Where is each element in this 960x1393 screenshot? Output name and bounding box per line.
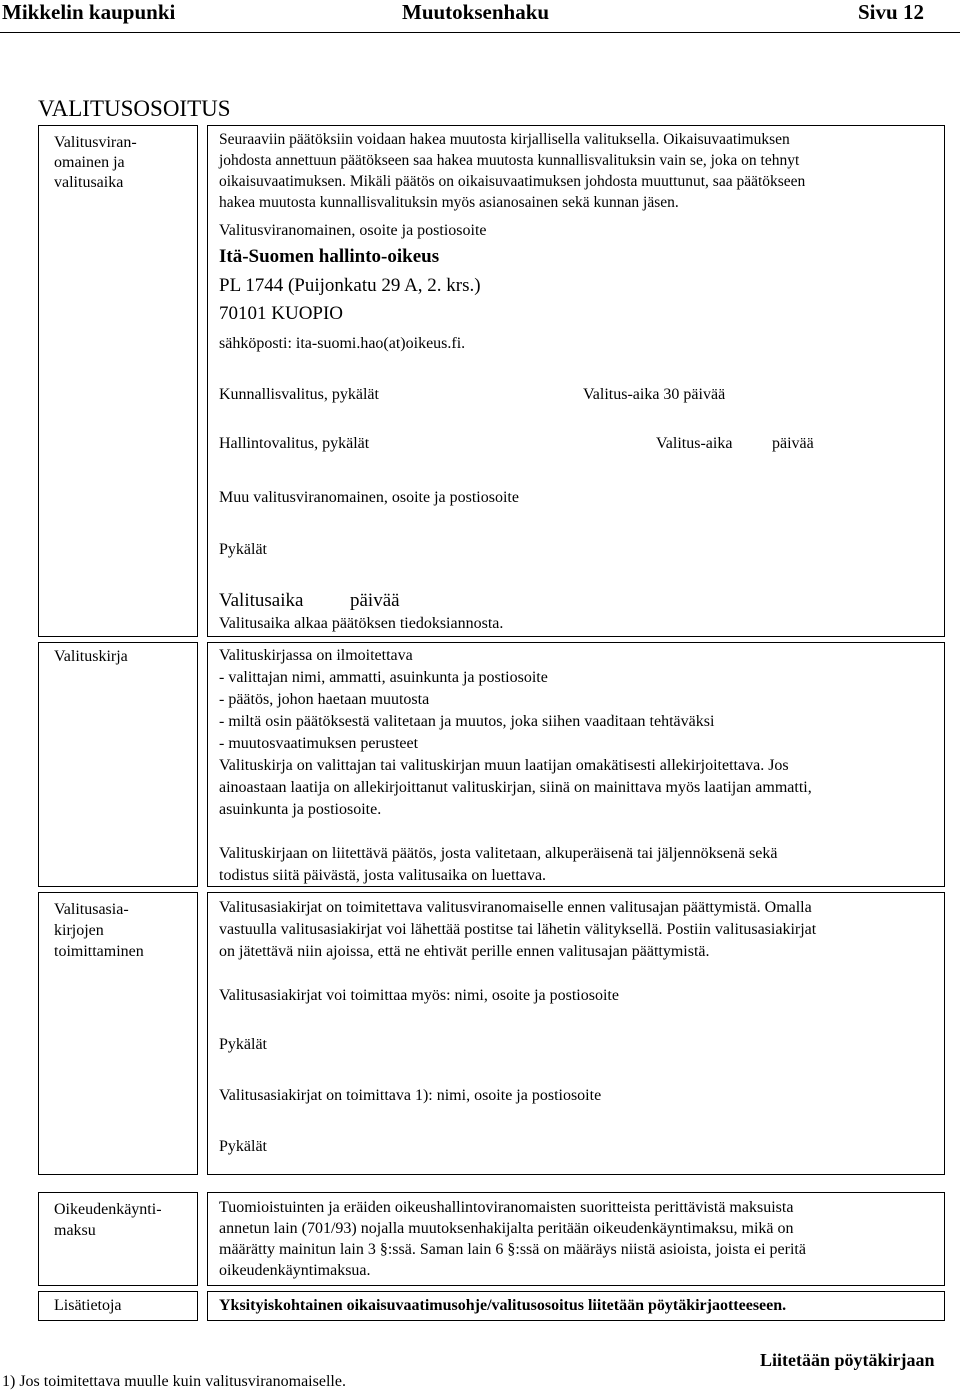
fee-line: oikeudenkäyntimaksua. <box>219 1262 371 1279</box>
pykalat-label: Pykälät <box>219 1138 267 1155</box>
intro-line: hakea muutosta kunnallisvalituksin myös asianosainen sekä kunnan jäsen. <box>219 194 679 211</box>
authority-email: sähköposti: ita-suomi.hao(at)oikeus.fi. <box>219 335 466 352</box>
valituskirja-line: - miltä osin päätöksestä valitetaan ja muutos, joka siihen vaaditaan tehtäväksi <box>219 713 715 730</box>
label-line: Valitusviran- <box>54 134 137 151</box>
intro-paragraph <box>219 129 805 213</box>
valitusaika-note: Valitusaika alkaa päätöksen tiedoksiannosta. <box>219 615 504 632</box>
label-line: omainen ja <box>54 154 125 171</box>
hallinto-time-unit: päivää <box>772 435 814 452</box>
label-valituskirja: Valituskirja <box>54 648 128 665</box>
footnote: 1) Jos toimitettava muulle kuin valitusviranomaiselle. <box>2 1373 346 1390</box>
header-page-number: Sivu 12 <box>858 0 924 24</box>
valituskirja-line: Valituskirjassa on ilmoitettava <box>219 647 413 664</box>
label-line: toimittaminen <box>54 943 144 960</box>
label-line: maksu <box>54 1222 96 1239</box>
hallinto-time-label: Valitus-aika <box>656 435 733 452</box>
label-line: Valitusasia- <box>54 901 129 918</box>
authority-name: Itä-Suomen hallinto-oikeus <box>219 246 440 267</box>
label-line: Oikeudenkäynti- <box>54 1201 162 1218</box>
attachment-line: todistus siitä päivästä, josta valitusaika on luettava. <box>219 867 547 884</box>
must-deliver-label: Valitusasiakirjat on toimittava 1): nimi, osoite ja postiosoite <box>219 1087 602 1104</box>
header-organization: Mikkelin kaupunki <box>2 0 176 24</box>
fee-line: annetun lain (701/93) nojalla muutoksenhakijalta peritään oikeudenkäyntimaksu, mikä on <box>219 1220 794 1237</box>
fee-line: Tuomioistuinten ja eräiden oikeushallintoviranomaisten suoritteista perittävistä maksuista <box>219 1199 794 1216</box>
fee-line: määrätty mainitun lain 3 §:ssä. Saman lain 6 §:ssä on määräys niistä asioista, joista ei peritä <box>219 1241 806 1258</box>
delivery-line: on jätettävä niin ajoissa, että ne ehtivät perille ennen valitusajan päättymistä. <box>219 943 710 960</box>
label-info: Lisätietoja <box>54 1297 122 1314</box>
valitusaika-label: Valitusaika <box>219 590 304 611</box>
may-deliver-label: Valitusasiakirjat voi toimittaa myös: nimi, osoite ja postiosoite <box>219 987 619 1004</box>
hallinto-label: Hallintovalitus, pykälät <box>219 435 370 452</box>
label-fee <box>54 1199 162 1241</box>
page-header <box>0 0 960 30</box>
kunnallis-label: Kunnallisvalitus, pykälät <box>219 386 379 403</box>
valituskirja-paragraph <box>219 645 812 821</box>
pykalat-label: Pykälät <box>219 1036 267 1053</box>
intro-line: oikaisuvaatimuksen. Mikäli päätös on oikaisuvaatimuksen johdosta muuttunut, saa päätökseen <box>219 173 806 190</box>
info-text: Yksityiskohtainen oikaisuvaatimusohje/valitusosoitus liitetään pöytäkirjaotteeseen. <box>219 1297 787 1314</box>
authority-address: PL 1744 (Puijonkatu 29 A, 2. krs.) <box>219 275 481 296</box>
label-authority <box>54 133 137 193</box>
valituskirja-line: Valituskirja on valittajan tai valituskirjan muun laatijan omakätisesti allekirjoitettava. Jos <box>219 757 789 774</box>
label-line: valitusaika <box>54 174 124 191</box>
pykalat-label: Pykälät <box>219 541 267 558</box>
valituskirja-line: ainoastaan laatija on allekirjoittanut valituskirjan, siinä on mainittava myös laatijan ammatti, <box>219 779 812 796</box>
label-box-valituskirja <box>38 642 198 887</box>
valituskirja-line: - muutosvaatimuksen perusteet <box>219 735 419 752</box>
label-delivery <box>54 899 144 962</box>
footer-right-note: Liitetään pöytäkirjaan <box>760 1350 935 1370</box>
authority-postal: 70101 KUOPIO <box>219 303 344 324</box>
fee-paragraph <box>219 1197 806 1281</box>
intro-line: johdosta annettuun päätökseen saa hakea muutosta kunnallisvalituksin vain se, joka on tehnyt <box>219 152 800 169</box>
kunnallis-time: Valitus-aika 30 päivää <box>583 386 726 403</box>
label-line: kirjojen <box>54 922 104 939</box>
attachment-paragraph <box>219 843 777 887</box>
delivery-line: vastuulla valitusasiakirjat voi lähettää postitse tai lähetin välityksellä. Postiin valitusasiakirjat <box>219 921 817 938</box>
valituskirja-line: asuinkunta ja postiosoite. <box>219 801 382 818</box>
attachment-line: Valituskirjaan on liitettävä päätös, josta valitetaan, alkuperäisenä tai jäljennöksenä sekä <box>219 845 778 862</box>
document-title: VALITUSOSOITUS <box>38 96 231 121</box>
intro-line: Seuraaviin päätöksiin voidaan hakea muutosta kirjallisella valituksella. Oikaisuvaatimuksen <box>219 131 790 148</box>
valituskirja-line: - valittajan nimi, ammatti, asuinkunta ja postiosoite <box>219 669 548 686</box>
delivery-line: Valitusasiakirjat on toimitettava valitusviranomaiselle ennen valitusajan päättymistä. Omalla <box>219 899 812 916</box>
valitusaika-unit: päivää <box>350 590 400 611</box>
other-authority-label: Muu valitusviranomainen, osoite ja postiosoite <box>219 489 519 506</box>
valituskirja-line: - päätös, johon haetaan muutosta <box>219 691 430 708</box>
header-divider <box>0 32 960 33</box>
label-box-authority <box>38 125 198 637</box>
header-document-type: Muutoksenhaku <box>402 0 550 24</box>
delivery-paragraph <box>219 897 816 963</box>
authority-label: Valitusviranomainen, osoite ja postiosoite <box>219 222 487 239</box>
